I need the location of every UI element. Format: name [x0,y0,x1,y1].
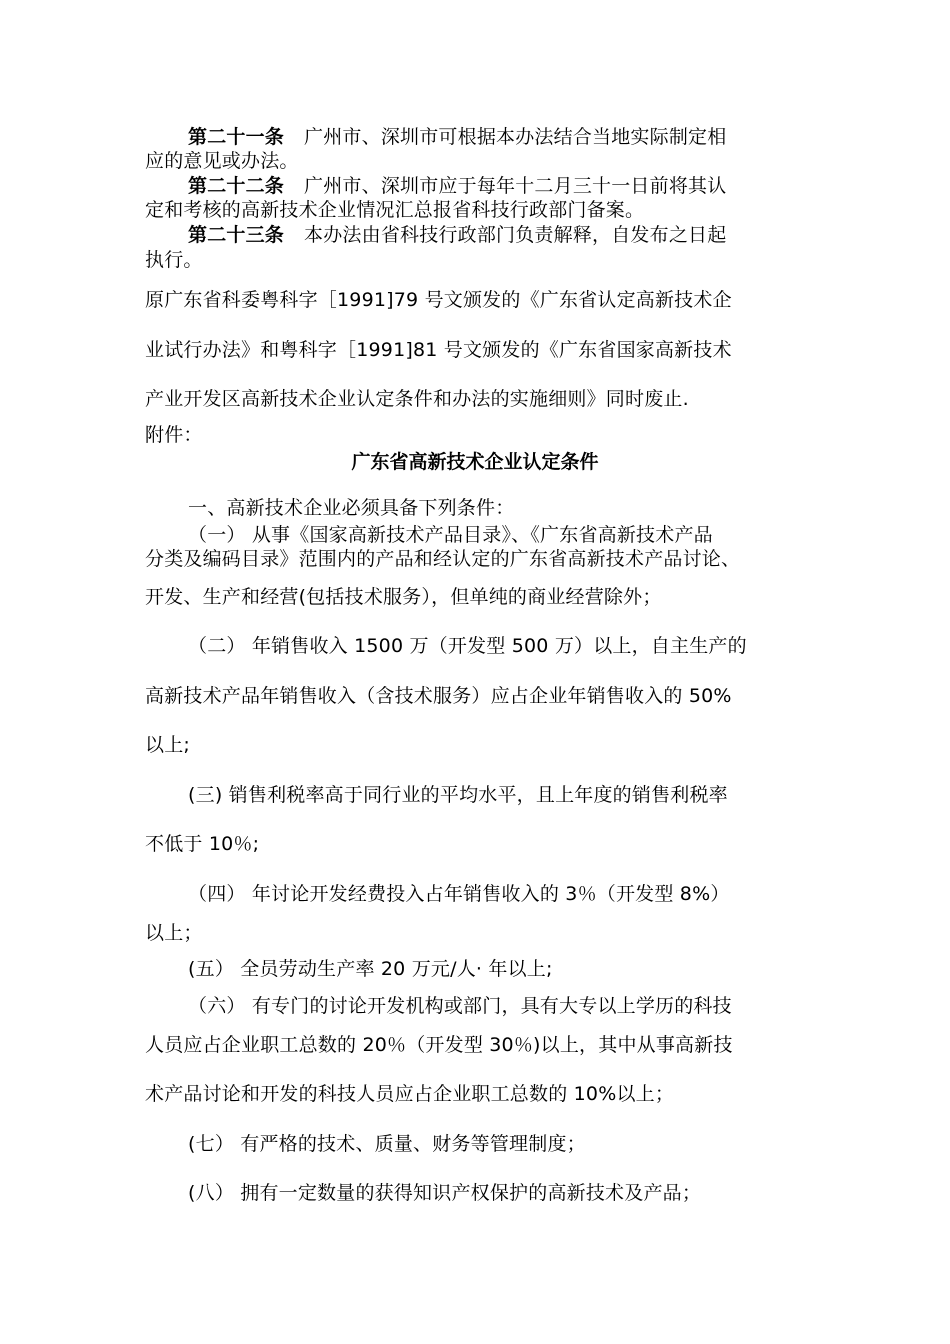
condition-6-line-1: （六） 有专门的讨论开发机构或部门，具有大专以上学历的科技 [188,995,732,1017]
repeal-line-1: 原广东省科委粤科字［1991]79 号文颁发的《广东省认定高新技术企 [145,289,732,311]
condition-1-line-1: （一） 从事《国家高新技术产品目录》、《广东省高新技术产品 [188,524,713,546]
article-21-label: 第二十一条 [188,126,285,148]
article-22-line-1 [188,174,726,198]
condition-4-line-2: 以上； [145,922,203,944]
article-23-line-1 [188,223,726,247]
condition-6-line-2: 人员应占企业职工总数的 20％（开发型 30％)以上，其中从事高新技 [145,1034,733,1056]
condition-6-line-3: 术产品讨论和开发的科技人员应占企业职工总数的 10%以上； [145,1083,675,1105]
condition-7-line-1: (七） 有严格的技术、质量、财务等管理制度； [188,1133,586,1155]
repeal-line-2: 业试行办法》和粤科字［1991]81 号文颁发的《广东省国家高新技术 [145,339,732,361]
condition-2-line-1: （二） 年销售收入 1500 万（开发型 500 万）以上，自主生产的 [188,635,747,657]
article-21-line-1 [188,125,726,149]
article-22-label: 第二十二条 [188,175,285,197]
article-23-label: 第二十三条 [188,224,285,246]
article-21-line-2: 应的意见或办法。 [145,150,299,172]
attachment-label: 附件： [145,424,203,446]
condition-1-line-3: 开发、生产和经营(包括技术服务），但单纯的商业经营除外； [145,586,662,608]
condition-2-line-3: 以上; [145,734,191,756]
condition-5-line-1: (五） 全员劳动生产率 20 万元/人· 年以上; [188,958,553,980]
article-22-line-2: 定和考核的高新技术企业情况汇总报省科技行政部门备案。 [145,199,645,221]
condition-3-line-2: 不低于 10％; [145,833,260,855]
attachment-title: 广东省高新技术企业认定条件 [351,451,599,473]
condition-1-line-2: 分类及编码目录》范围内的产品和经认定的广东省高新技术产品讨论、 [145,548,741,570]
condition-8-line-1: (八） 拥有一定数量的获得知识产权保护的高新技术及产品； [188,1182,702,1204]
condition-4-line-1: （四） 年讨论开发经费投入占年销售收入的 3％（开发型 8%） [188,883,730,905]
article-21-text: 广州市、深圳市可根据本办法结合当地实际制定相 [304,126,727,148]
article-23-text: 本办法由省科技行政部门负责解释，自发布之日起 [304,224,727,246]
section-heading: 一、高新技术企业必须具备下列条件： [188,497,515,519]
repeal-line-3: 产业开发区高新技术企业认定条件和办法的实施细则》同时废止. [145,388,689,410]
article-22-text: 广州市、深圳市应于每年十二月三十一日前将其认 [304,175,727,197]
article-23-line-2: 执行。 [145,249,203,271]
condition-3-line-1: (三) 销售利税率高于同行业的平均水平，且上年度的销售利税率 [188,784,728,806]
condition-2-line-2: 高新技术产品年销售收入（含技术服务）应占企业年销售收入的 50% [145,685,732,707]
